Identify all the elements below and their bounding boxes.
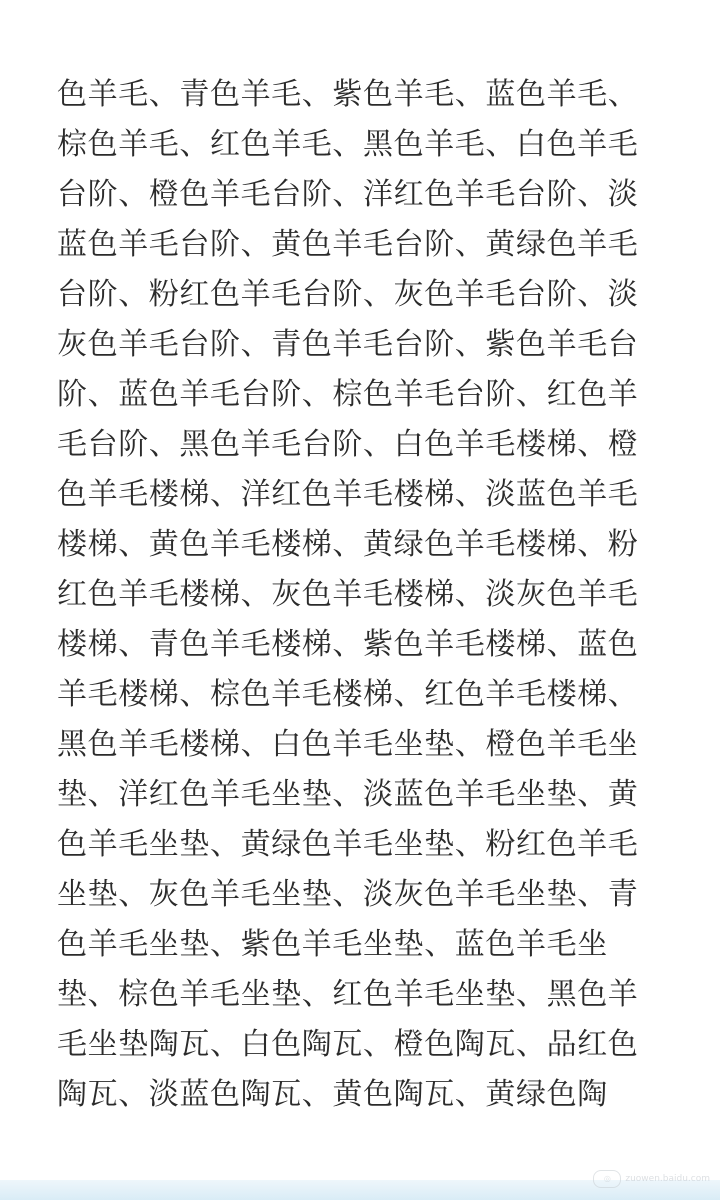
text-line: 陶瓦、淡蓝色陶瓦、黄色陶瓦、黄绿色陶: [57, 1077, 608, 1112]
app-logo-icon: ◎: [593, 1170, 621, 1188]
text-line: 色羊毛坐垫、黄绿色羊毛坐垫、粉红色羊毛: [57, 827, 639, 862]
text-line: 羊毛楼梯、棕色羊毛楼梯、红色羊毛楼梯、: [57, 677, 639, 712]
text-line: 红色羊毛楼梯、灰色羊毛楼梯、淡灰色羊毛: [57, 577, 639, 612]
text-line: 色羊毛、青色羊毛、紫色羊毛、蓝色羊毛、: [57, 77, 639, 112]
watermark-text: zuowen.baidu.com: [625, 1174, 710, 1184]
text-line: 色羊毛楼梯、洋红色羊毛楼梯、淡蓝色羊毛: [57, 477, 639, 512]
text-line: 台阶、粉红色羊毛台阶、灰色羊毛台阶、淡: [57, 277, 639, 312]
text-line: 楼梯、黄色羊毛楼梯、黄绿色羊毛楼梯、粉: [57, 527, 639, 562]
text-line: 垫、棕色羊毛坐垫、红色羊毛坐垫、黑色羊: [57, 977, 639, 1012]
text-line: 坐垫、灰色羊毛坐垫、淡灰色羊毛坐垫、青: [57, 877, 639, 912]
text-line: 黑色羊毛楼梯、白色羊毛坐垫、橙色羊毛坐: [57, 727, 639, 762]
text-line: 垫、洋红色羊毛坐垫、淡蓝色羊毛坐垫、黄: [57, 777, 639, 812]
watermark: [593, 1164, 710, 1194]
text-line: 蓝色羊毛台阶、黄色羊毛台阶、黄绿色羊毛: [57, 227, 639, 262]
text-line: 毛坐垫陶瓦、白色陶瓦、橙色陶瓦、品红色: [57, 1027, 639, 1062]
text-line: 棕色羊毛、红色羊毛、黑色羊毛、白色羊毛: [57, 127, 639, 162]
text-line: 毛台阶、黑色羊毛台阶、白色羊毛楼梯、橙: [57, 427, 639, 462]
text-line: 色羊毛坐垫、紫色羊毛坐垫、蓝色羊毛坐: [57, 927, 608, 962]
text-line: 灰色羊毛台阶、青色羊毛台阶、紫色羊毛台: [57, 327, 639, 362]
text-line: 楼梯、青色羊毛楼梯、紫色羊毛楼梯、蓝色: [57, 627, 639, 662]
text-line: 台阶、橙色羊毛台阶、洋红色羊毛台阶、淡: [57, 177, 639, 212]
text-line: 阶、蓝色羊毛台阶、棕色羊毛台阶、红色羊: [57, 377, 639, 412]
